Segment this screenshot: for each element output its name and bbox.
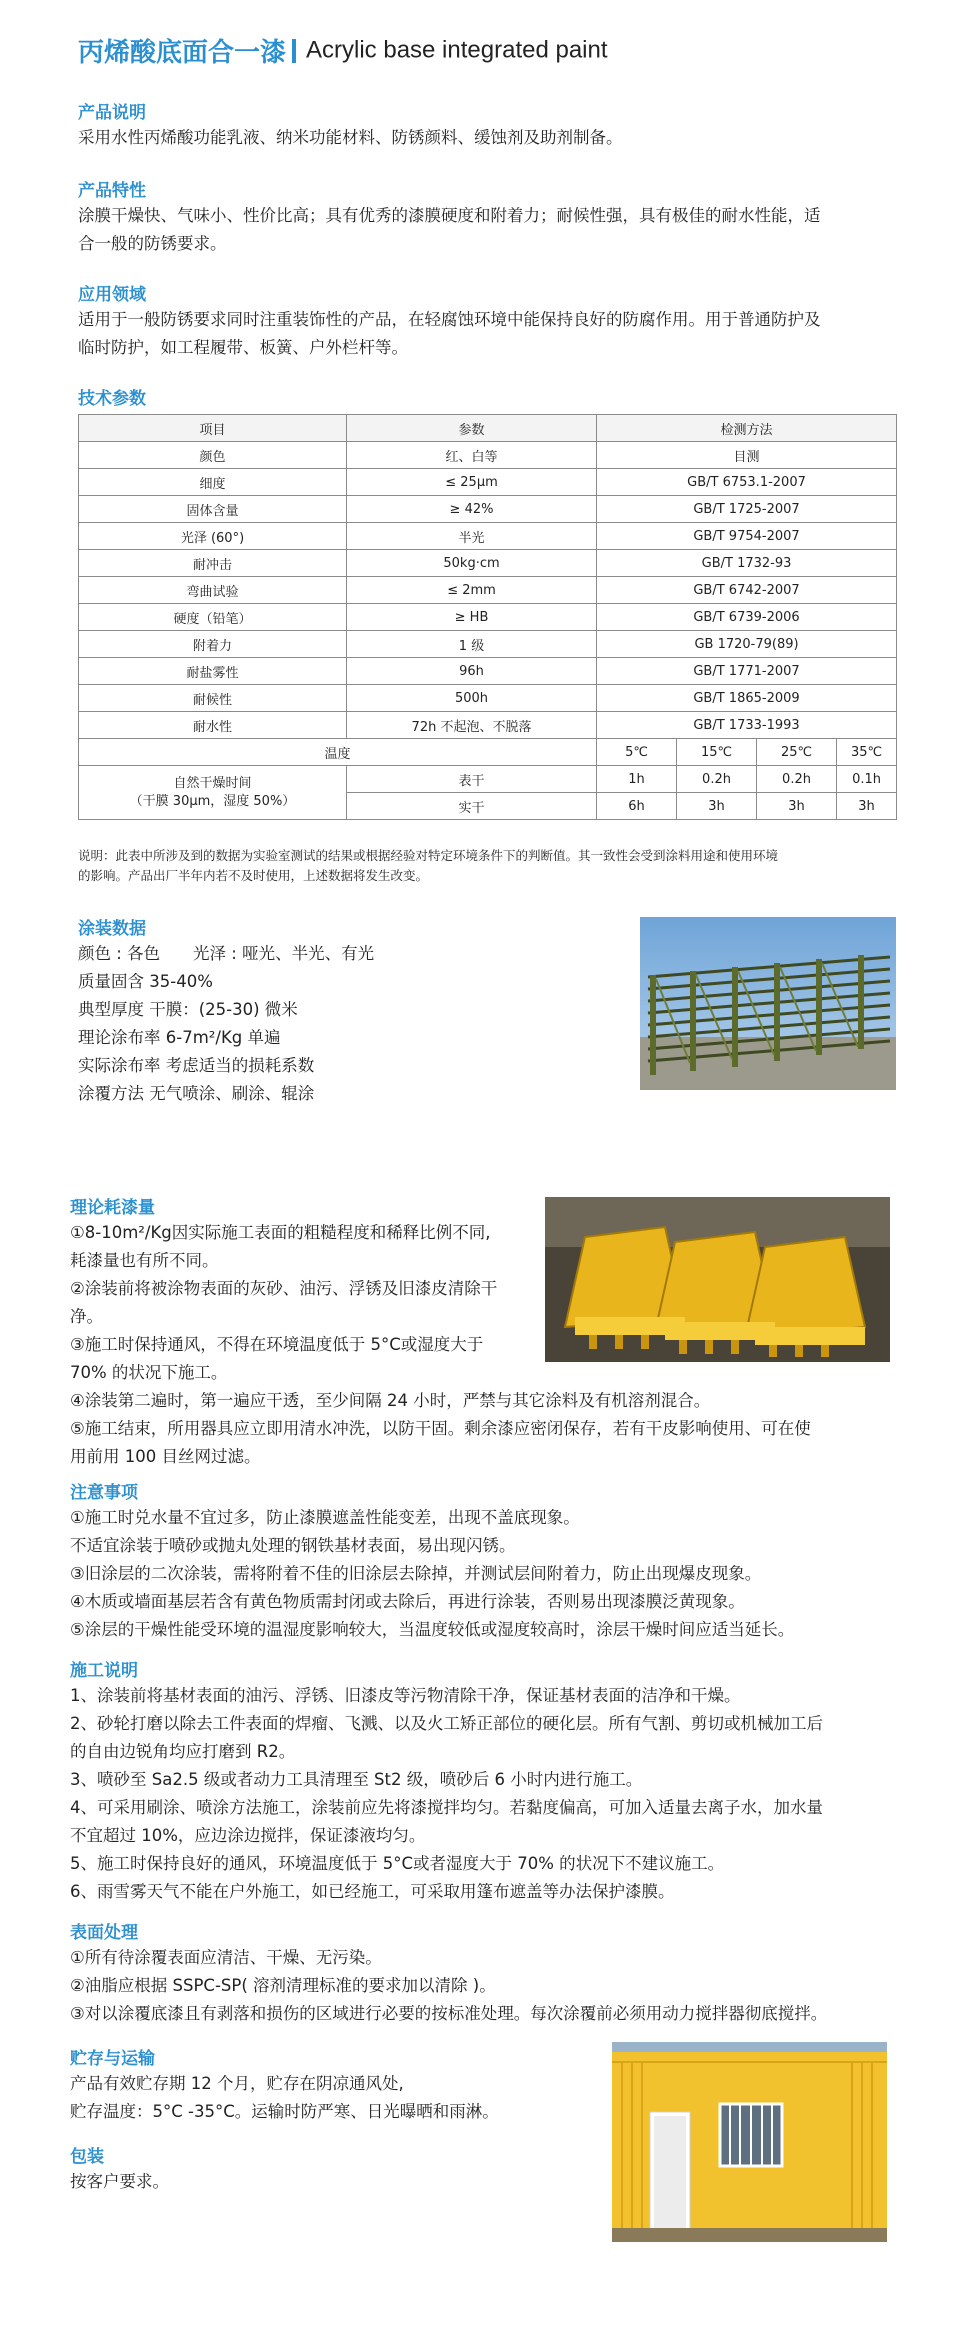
- section-tech: [78, 388, 146, 410]
- table-cell: 35℃: [837, 739, 897, 766]
- table-cell: GB/T 9754-2007: [597, 523, 897, 550]
- table-row: [79, 577, 897, 604]
- text-line: ⑤施工结束，所用器具应立即用清水冲洗，以防干固。剩余漆应密闭保存，若有干皮影响使用、可在使: [70, 1419, 811, 1438]
- text-line: 耗漆量也有所不同。: [70, 1251, 219, 1270]
- table-row: [79, 766, 897, 793]
- table-cell: GB/T 1732-93: [597, 550, 897, 577]
- section-cautions: [70, 1482, 794, 1644]
- section-heading: 贮存与运输: [70, 2049, 155, 2069]
- title-divider: [292, 39, 296, 63]
- text-line: 6、雨雪雾天气不能在户外施工，如已经施工，可采取用篷布遮盖等办法保护漆膜。: [70, 1882, 675, 1901]
- table-cell: 96h: [347, 658, 597, 685]
- text-line: 用前用 100 目丝网过滤。: [70, 1447, 261, 1466]
- table-cell: 6h: [597, 793, 677, 820]
- text-line: ⑤涂层的干燥性能受环境的温湿度影响较大，当温度较低或湿度较高时，涂层干燥时间应适当延长。: [70, 1620, 795, 1639]
- table-cell: 1 级: [347, 631, 597, 658]
- text-line: 典型厚度 干膜：(25-30) 微米: [78, 1000, 298, 1019]
- section-packaging: [70, 2146, 169, 2196]
- table-cell: ≤ 25μm: [347, 469, 597, 496]
- table-cell: GB/T 6742-2007: [597, 577, 897, 604]
- dry-time-label: 自然干燥时间: [173, 775, 252, 791]
- section-heading: 施工说明: [70, 1661, 138, 1681]
- text-line: 质量固含 35-40%: [78, 972, 213, 991]
- text-line: 3、喷砂至 Sa2.5 级或者动力工具清理至 St2 级，喷砂后 6 小时内进行施工。: [70, 1770, 643, 1789]
- section-applications: [78, 284, 821, 362]
- text-line: 贮存温度：5°C -35°C。运输时防严寒、日光曝晒和雨淋。: [70, 2102, 499, 2121]
- text-line: 产品有效贮存期 12 个月，贮存在阴凉通风处,: [70, 2074, 404, 2093]
- text-line: 实际涂布率 考虑适当的损耗系数: [78, 1056, 315, 1075]
- table-cell: 目测: [597, 442, 897, 469]
- text-line: 按客户要求。: [70, 2172, 169, 2191]
- spec-table-wrap: [78, 414, 897, 820]
- text-line: ④木质或墙面基层若含有黄色物质需封闭或去除后，再进行涂装，否则易出现漆膜泛黄现象。: [70, 1592, 745, 1611]
- table-cell: 5℃: [597, 739, 677, 766]
- table-cell: 红、白等: [347, 442, 597, 469]
- text-line: 涂膜干燥快、气味小、性价比高；具有优秀的漆膜硬度和附着力；耐候性强，具有极佳的耐水性能，适: [78, 206, 821, 225]
- table-header-row: [79, 415, 897, 442]
- table-cell: GB/T 1771-2007: [597, 658, 897, 685]
- table-cell: 0.2h: [757, 766, 837, 793]
- text-line: 净。: [70, 1307, 103, 1326]
- section-description: [78, 102, 623, 152]
- table-cell: 3h: [677, 793, 757, 820]
- table-cell: 实干: [347, 793, 597, 820]
- table-cell: 耐盐雾性: [79, 658, 347, 685]
- table-row: [79, 496, 897, 523]
- table-cell: 耐冲击: [79, 550, 347, 577]
- section-heading: 技术参数: [78, 389, 146, 409]
- table-cell: GB 1720-79(89): [597, 631, 897, 658]
- table-header: 项目: [79, 415, 347, 442]
- text-line: ②涂装前将被涂物表面的灰砂、油污、浮锈及旧漆皮清除干: [70, 1279, 498, 1298]
- section-heading: 产品特性: [78, 181, 146, 201]
- table-row: [79, 523, 897, 550]
- section-heading: 注意事项: [70, 1483, 138, 1503]
- section-features: [78, 180, 821, 258]
- table-row: [79, 469, 897, 496]
- table-row: [79, 658, 897, 685]
- table-cell: 15℃: [677, 739, 757, 766]
- table-note: [78, 846, 898, 886]
- table-cell: 72h 不起泡、不脱落: [347, 712, 597, 739]
- text-line: 适用于一般防锈要求同时注重装饰性的产品，在轻腐蚀环境中能保持良好的防腐作用。用于普通防护及: [78, 310, 821, 329]
- dry-time-condition: （干膜 30μm，湿度 50%）: [129, 793, 296, 809]
- table-cell: 耐候性: [79, 685, 347, 712]
- text-line: 2、砂轮打磨以除去工件表面的焊瘤、飞溅、以及火工矫正部位的硬化层。所有气割、剪切或机械加工后: [70, 1714, 823, 1733]
- text-line: 1、涂装前将基材表面的油污、浮锈、旧漆皮等污物清除干净，保证基材表面的洁净和干燥。: [70, 1686, 741, 1705]
- table-cell: 0.2h: [677, 766, 757, 793]
- text-line: ③对以涂覆底漆且有剥落和损伤的区域进行必要的按标准处理。每次涂覆前必须用动力搅拌器彻底搅拌。: [70, 2004, 828, 2023]
- table-cell: 500h: [347, 685, 597, 712]
- note-line: 说明：此表中所涉及到的数据为实验室测试的结果或根据经验对特定环境条件下的判断值。其一致性会受到涂料用途和使用环境: [78, 848, 779, 863]
- section-coating: [78, 918, 374, 1108]
- section-text: 采用水性丙烯酸功能乳液、纳米功能材料、防锈颜料、缓蚀剂及助剂制备。: [78, 128, 623, 147]
- section-heading: 包装: [70, 2147, 104, 2167]
- table-cell: 细度: [79, 469, 347, 496]
- text-line: ①所有待涂覆表面应清洁、干燥、无污染。: [70, 1948, 382, 1967]
- table-cell: 固体含量: [79, 496, 347, 523]
- table-cell: GB/T 1865-2009: [597, 685, 897, 712]
- section-construction: [70, 1660, 823, 1906]
- table-row: [79, 712, 897, 739]
- spec-table: [78, 414, 897, 820]
- table-cell: [79, 766, 347, 820]
- table-row: [79, 739, 897, 766]
- section-storage: [70, 2048, 499, 2126]
- note-line: 的影响。产品出厂半年内若不及时使用，上述数据将发生改变。: [78, 868, 429, 883]
- section-heading: 表面处理: [70, 1923, 138, 1943]
- table-cell: 1h: [597, 766, 677, 793]
- text-line: 4、可采用刷涂、喷涂方法施工，涂装前应先将漆搅拌均匀。若黏度偏高，可加入适量去离子水，加水量: [70, 1798, 823, 1817]
- table-cell: GB/T 1733-1993: [597, 712, 897, 739]
- table-row: [79, 604, 897, 631]
- text-line: ②油脂应根据 SSPC-SP( 溶剂清理标准的要求加以清除 )。: [70, 1976, 496, 1995]
- page-title: [78, 32, 608, 72]
- table-cell: 25℃: [757, 739, 837, 766]
- table-row: [79, 442, 897, 469]
- table-cell: 3h: [837, 793, 897, 820]
- section-heading: 应用领域: [78, 285, 146, 305]
- text-line: 5、施工时保持良好的通风，环境温度低于 5°C或者湿度大于 70% 的状况下不建议施工。: [70, 1854, 725, 1873]
- table-cell: 颜色: [79, 442, 347, 469]
- text-line: 合一般的防锈要求。: [78, 234, 227, 253]
- table-cell: ≥ HB: [347, 604, 597, 631]
- table-cell: 50kg·cm: [347, 550, 597, 577]
- table-cell: ≥ 42%: [347, 496, 597, 523]
- text-line: 临时防护，如工程履带、板簧、户外栏杆等。: [78, 338, 408, 357]
- product-photo-container: [612, 2042, 887, 2242]
- text-line: 70% 的状况下施工。: [70, 1363, 228, 1382]
- section-surface: [70, 1922, 827, 2028]
- text-line: ③旧涂层的二次涂装，需将附着不佳的旧涂层去除掉，并测试层间附着力，防止出现爆皮现象。: [70, 1564, 762, 1583]
- table-cell: 弯曲试验: [79, 577, 347, 604]
- table-cell: 附着力: [79, 631, 347, 658]
- table-cell: 半光: [347, 523, 597, 550]
- text-line: ③施工时保持通风，不得在环境温度低于 5°C或湿度大于: [70, 1335, 484, 1354]
- section-heading: 涂装数据: [78, 919, 146, 939]
- text-line: 的自由边锐角均应打磨到 R2。: [70, 1742, 296, 1761]
- text-line: 不宜超过 10%，应边涂边搅拌，保证漆液均匀。: [70, 1826, 426, 1845]
- text-line: 涂覆方法 无气喷涂、刷涂、辊涂: [78, 1084, 315, 1103]
- product-photo-buckets: [545, 1197, 890, 1362]
- table-cell: 0.1h: [837, 766, 897, 793]
- text-line: 不适宜涂装于喷砂或抛丸处理的钢铁基材表面，易出现闪锈。: [70, 1536, 516, 1555]
- table-cell: GB/T 6739-2006: [597, 604, 897, 631]
- table-header: 参数: [347, 415, 597, 442]
- table-row: [79, 550, 897, 577]
- section-heading: 理论耗漆量: [70, 1198, 155, 1218]
- table-header: 检测方法: [597, 415, 897, 442]
- table-cell: 耐水性: [79, 712, 347, 739]
- table-cell: 光泽 (60°): [79, 523, 347, 550]
- table-cell: 3h: [757, 793, 837, 820]
- title-english: Acrylic base integrated paint: [306, 36, 608, 64]
- table-cell: GB/T 1725-2007: [597, 496, 897, 523]
- table-row: [79, 685, 897, 712]
- table-cell: 表干: [347, 766, 597, 793]
- table-cell: 温度: [79, 739, 597, 766]
- table-cell: GB/T 6753.1-2007: [597, 469, 897, 496]
- text-line: ①8-10m²/Kg因实际施工表面的粗糙程度和稀释比例不同,: [70, 1223, 491, 1242]
- table-cell: 硬度（铅笔）: [79, 604, 347, 631]
- text-line: 理论涂布率 6-7m²/Kg 单遍: [78, 1028, 281, 1047]
- title-chinese: 丙烯酸底面合一漆: [78, 38, 287, 68]
- table-row: [79, 631, 897, 658]
- section-heading: 产品说明: [78, 103, 146, 123]
- text-line: ①施工时兑水量不宜过多，防止漆膜遮盖性能变差，出现不盖底现象。: [70, 1508, 580, 1527]
- text-line: ④涂装第二遍时，第一遍应干透，至少间隔 24 小时，严禁与其它涂料及有机溶剂混合。: [70, 1391, 711, 1410]
- product-photo-frames: [640, 917, 896, 1090]
- text-line: 颜色 : 各色 光泽 : 哑光、半光、有光: [78, 944, 375, 963]
- table-cell: ≤ 2mm: [347, 577, 597, 604]
